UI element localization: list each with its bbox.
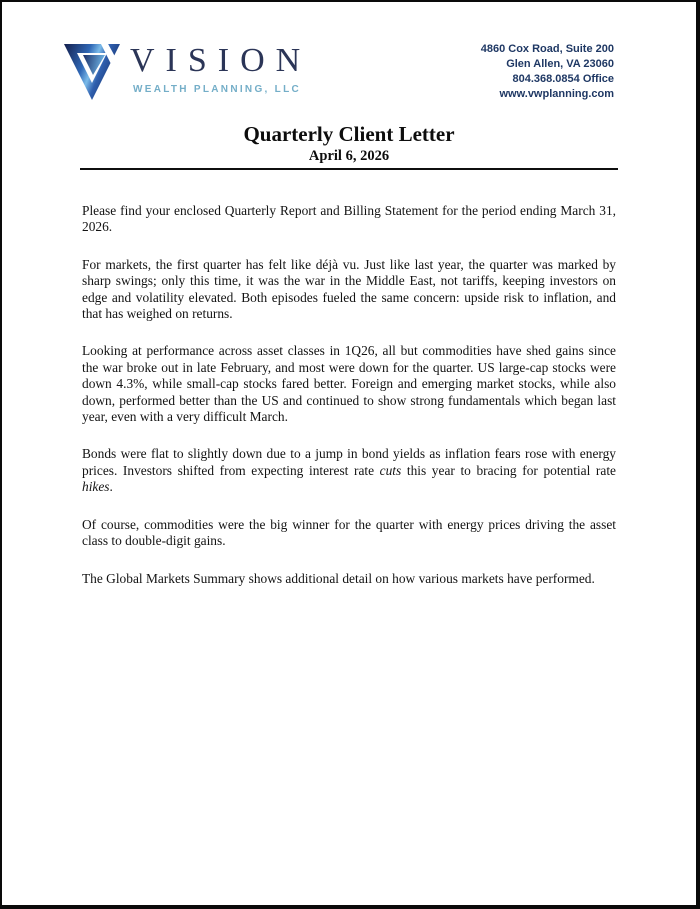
company-tagline: WEALTH PLANNING, LLC	[133, 84, 302, 95]
paragraph-text-segment: this year to bracing for potential rate	[401, 462, 616, 478]
contact-city-line: Glen Allen, VA 23060	[506, 58, 614, 70]
letter-paragraph	[82, 517, 616, 550]
paragraph-text-segment: Looking at performance across asset classes in 1Q26, all but commodities have shed gains since the war broke out in late February, and most were down for the quarter. US large-cap stocks were down 4.3%, while small-cap stocks fared better. Foreign and emerging market stocks, while also down, performed better than the US and continued to show strong fundamentals which began last year, even with a very difficult March.	[82, 343, 616, 425]
letter-paragraph	[82, 257, 616, 323]
letter-paragraph	[82, 343, 616, 425]
paragraph-italic-segment: hikes	[82, 479, 110, 495]
header-divider-rule	[80, 168, 618, 170]
paragraph-italic-segment: cuts	[379, 462, 402, 478]
paragraph-text-segment: Bonds were flat to slightly down due to a jump in bond yields as inflation fears rose with energy prices. Investors shifted from expecting interest rate	[82, 446, 616, 478]
letter-paragraph	[82, 446, 616, 495]
letter-paragraph	[82, 203, 616, 236]
contact-website-line: www.vwplanning.com	[499, 88, 614, 100]
paragraph-text-segment: Please find your enclosed Quarterly Report and Billing Statement for the period ending March 31, 2026.	[82, 203, 616, 235]
company-name: VISION	[130, 42, 312, 79]
paragraph-text-segment: The Global Markets Summary shows additional detail on how various markets have performed.	[82, 570, 595, 586]
paragraph-text-segment: .	[109, 479, 113, 495]
contact-address-line: 4860 Cox Road, Suite 200	[480, 43, 614, 55]
letter-date: April 6, 2026	[308, 148, 390, 164]
paragraph-text-segment: Of course, commodities were the big winner for the quarter with energy prices driving the asset class to double-digit gains.	[82, 516, 616, 549]
contact-phone-line: 804.368.0854 Office	[512, 73, 614, 85]
paragraph-text-segment: For markets, the first quarter has felt like déjà vu. Just like last year, the quarter was marked by sharp swings; only this time, it was the war in the Middle East, not tariffs, keeping investors on edge and volatility elevated. Both episodes fueled the same concern: upside risk to inflation, and that has weighed on returns.	[82, 256, 616, 322]
title-block	[2, 122, 696, 165]
company-contact-block	[481, 42, 614, 102]
letter-paragraph	[82, 571, 616, 587]
vision-triangle-icon	[62, 42, 122, 102]
letter-title: Quarterly Client Letter	[243, 122, 455, 146]
letter-body	[82, 203, 616, 608]
